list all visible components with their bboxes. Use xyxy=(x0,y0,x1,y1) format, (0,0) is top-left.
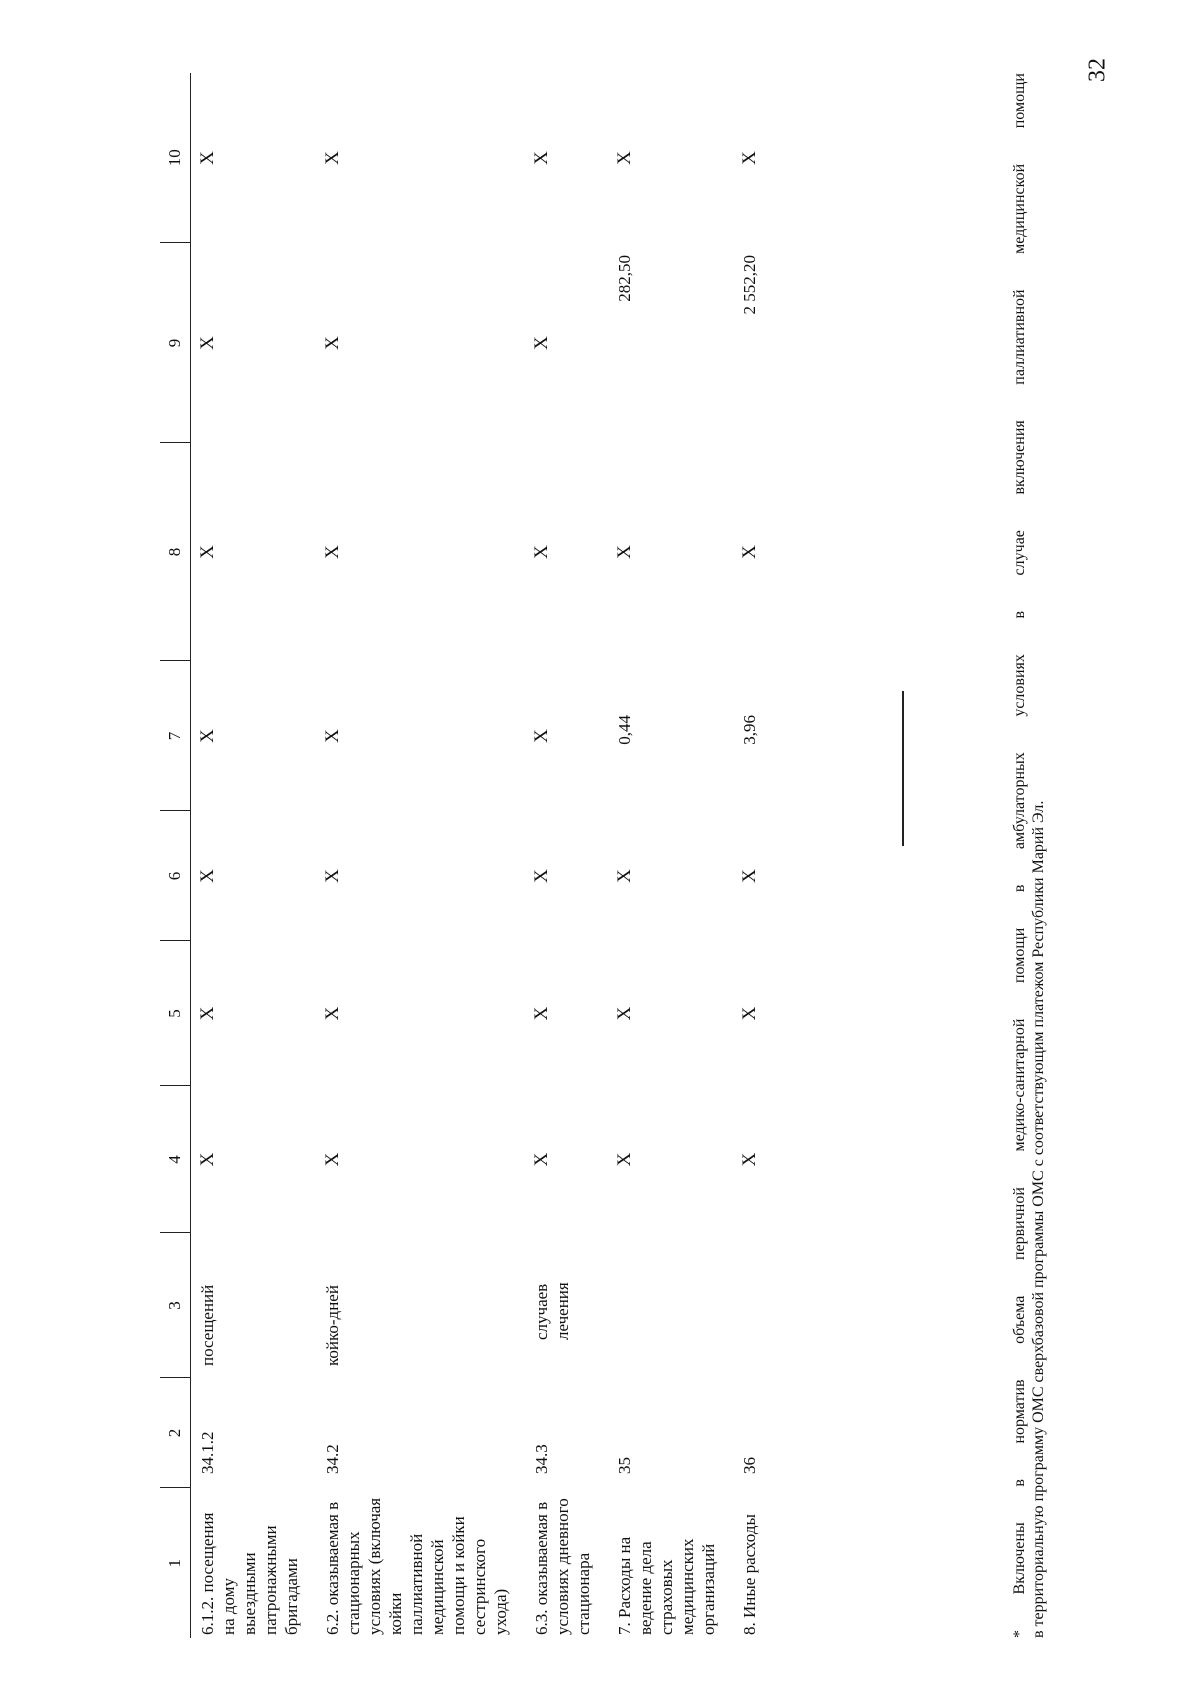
table-row xyxy=(316,73,525,1638)
table-cell: Х xyxy=(531,545,552,559)
table-cell: случаев лечения xyxy=(532,1282,572,1340)
table-cell: Х xyxy=(614,1152,635,1167)
header-cell: 8 xyxy=(160,443,191,661)
table-cell: Х xyxy=(322,1152,343,1167)
footnote xyxy=(1010,73,1048,1638)
table-cell: Х xyxy=(197,336,218,350)
table-cell: посещений xyxy=(198,1284,217,1366)
table-cell: Х xyxy=(531,336,552,350)
table-cell: койко-дней xyxy=(323,1285,342,1366)
data-table xyxy=(160,73,774,1638)
table-cell xyxy=(733,1233,774,1378)
table-cell: Х xyxy=(197,869,218,883)
table-cell: 34.2 xyxy=(323,1444,342,1474)
rotated-page-content xyxy=(160,73,1160,1638)
table-cell: Х xyxy=(322,151,343,165)
table-cell: Х xyxy=(614,545,635,559)
table-cell xyxy=(608,1233,733,1378)
table-cell: Х xyxy=(197,545,218,559)
table-cell: Х xyxy=(197,1152,218,1167)
table-cell: Х xyxy=(739,545,760,559)
header-cell: 1 xyxy=(160,1488,191,1638)
table-cell: Х xyxy=(531,1006,552,1021)
table-cell: Х xyxy=(531,869,552,883)
table-row xyxy=(608,73,733,1638)
table-cell: 2 552,20 xyxy=(740,255,759,315)
table-cell: 6.1.2. посещения на дому выездными патронажными бригадами xyxy=(198,1512,301,1635)
table-cell: Х xyxy=(322,545,343,559)
header-cell: 9 xyxy=(160,243,191,443)
table-cell: Х xyxy=(197,729,218,743)
table-cell: Х xyxy=(322,1006,343,1021)
header-row xyxy=(160,73,191,1638)
table-cell: 6.2. оказываемая в стационарных условиях (включая койки паллиативной медицинской помощи и койки сестринского ухода) xyxy=(323,1497,510,1635)
header-cell: 3 xyxy=(160,1233,191,1378)
header-cell: 7 xyxy=(160,661,191,811)
table-cell: Х xyxy=(739,1152,760,1167)
table-cell: 34.1.2 xyxy=(198,1431,217,1474)
header-cell: 6 xyxy=(160,811,191,941)
table-cell: Х xyxy=(614,869,635,883)
separator-line xyxy=(902,691,904,846)
table-cell: Х xyxy=(614,151,635,165)
table-cell: 6.3. оказываемая в условиях дневного стационара xyxy=(532,1498,593,1635)
table-cell: Х xyxy=(197,1006,218,1021)
table-cell: Х xyxy=(531,151,552,165)
table-cell: Х xyxy=(614,1006,635,1021)
table-row xyxy=(733,73,774,1638)
header-cell: 4 xyxy=(160,1086,191,1233)
table-cell: 282,50 xyxy=(615,255,634,302)
table-cell: Х xyxy=(739,1006,760,1021)
table-cell: Х xyxy=(197,151,218,165)
footnote-line: * Включены в норматив объема первичной медико-санитарной помощи в амбулаторных условиях в случае включения паллиативной медицинской помощи xyxy=(1011,73,1028,1638)
table-cell: 8. Иные расходы xyxy=(740,1514,759,1635)
table-cell: Х xyxy=(739,151,760,165)
table-cell: Х xyxy=(739,869,760,883)
table-row xyxy=(525,73,608,1638)
header-cell: 10 xyxy=(160,73,191,243)
table-cell: Х xyxy=(531,1152,552,1167)
footnote-line: в территориальную программу ОМС сверхбазовой программы ОМС с соответствующим платежом Республики Марий Эл. xyxy=(1030,800,1047,1638)
table-row xyxy=(191,73,317,1638)
page-number: 32 xyxy=(1084,58,1111,82)
table-cell: Х xyxy=(322,729,343,743)
table-cell: 36 xyxy=(740,1457,759,1474)
table-cell: 35 xyxy=(615,1457,634,1474)
header-cell: 5 xyxy=(160,941,191,1086)
table-cell: 3,96 xyxy=(740,715,759,745)
table-cell: 0,44 xyxy=(615,715,634,745)
table-cell: Х xyxy=(322,336,343,350)
table-cell: Х xyxy=(322,869,343,883)
table-cell: Х xyxy=(531,729,552,743)
header-cell: 2 xyxy=(160,1378,191,1488)
table-cell: 7. Расходы на ведение дела страховых медицинских организаций xyxy=(615,1536,718,1635)
table-cell: 34.3 xyxy=(532,1444,551,1474)
